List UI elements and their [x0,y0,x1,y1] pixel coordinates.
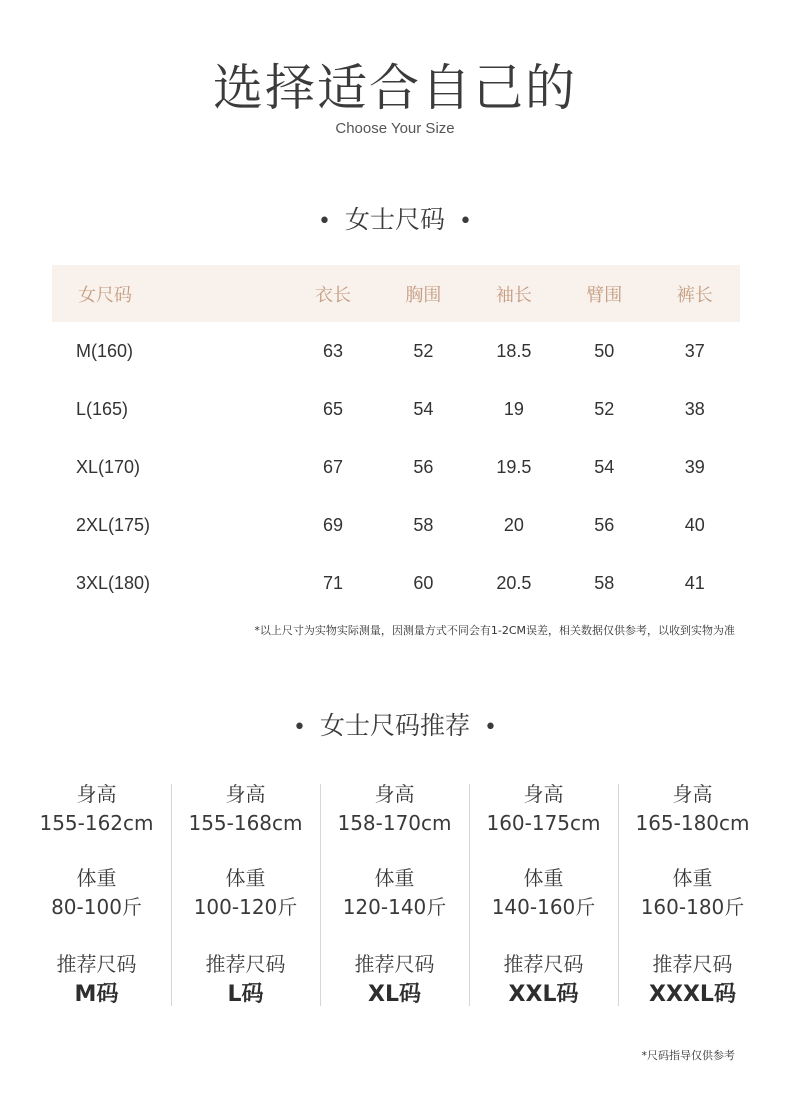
weight-label: 体重 [225,866,266,890]
table-cell: 39 [684,456,705,477]
weight-label: 体重 [374,866,415,890]
height-label: 身高 [76,782,117,806]
bullet-dot: • [484,715,497,740]
height-value: 155-162cm [39,811,154,835]
table-cell: 56 [413,456,434,477]
height-label: 身高 [523,782,564,806]
table-row [52,322,740,380]
weight-value: 80-100斤 [51,895,142,919]
table-cell: 50 [594,340,615,361]
size-label: 推荐尺码 [503,952,584,976]
page-title: 选择适合自己的 [213,59,577,117]
table-cell: 19.5 [496,456,532,477]
table-cell: 37 [684,340,705,361]
weight-value: 160-180斤 [640,895,745,919]
size-recommendation-grid [22,780,767,1005]
weight-label: 体重 [76,866,117,890]
table-cell: 71 [322,572,343,593]
table-cell: 54 [413,398,434,419]
height-value: 160-175cm [486,811,601,835]
header-arm: 臂围 [559,265,649,322]
height-label: 身高 [374,782,415,806]
table-cell: 18.5 [496,340,532,361]
size-value: XXL码 [508,982,579,1007]
page-subtitle: Choose Your Size [335,120,455,137]
weight-value: 120-140斤 [342,895,447,919]
size-value: L码 [227,982,264,1007]
size-label: 推荐尺码 [354,952,435,976]
size-value: M码 [74,982,119,1007]
recommend-column [320,780,469,1005]
header-size: 女尺码 [52,265,288,322]
height-label: 身高 [672,782,713,806]
table-cell: 20.5 [496,572,532,593]
size-value: XL码 [368,982,421,1007]
section-title-recommend [0,706,790,742]
table-cell: 69 [322,514,343,535]
recommend-column [22,780,171,1005]
recommend-column [469,780,618,1005]
table-row [52,438,740,496]
header-sleeve: 袖长 [469,265,559,322]
recommend-note: *尺码指导仅供参考 [641,1049,735,1062]
table-cell: 65 [322,398,343,419]
height-value: 158-170cm [337,811,452,835]
height-value: 165-180cm [635,811,750,835]
table-cell: XL(170) [76,456,141,477]
table-cell: 38 [684,398,705,419]
table-header-row [52,265,740,322]
table-row [52,380,740,438]
table-row [52,496,740,554]
measurement-note: *以上尺寸为实物实际测量，因测量方式不同会有1-2CM误差，相关数据仅供参考，以收到实物为准 [254,624,735,637]
table-cell: 52 [594,398,615,419]
table-cell: L(165) [76,398,129,419]
table-cell: 58 [413,514,434,535]
table-row [52,554,740,612]
table-cell: 63 [322,340,343,361]
table-cell: 58 [594,572,615,593]
table-cell: 19 [503,398,524,419]
section-title-size-chart [0,200,790,236]
table-cell: M(160) [76,340,134,361]
weight-value: 100-120斤 [193,895,298,919]
table-cell: 67 [322,456,343,477]
table-cell: 2XL(175) [76,514,151,535]
height-value: 155-168cm [188,811,303,835]
header-bust: 胸围 [378,265,468,322]
weight-label: 体重 [523,866,564,890]
height-label: 身高 [225,782,266,806]
table-cell: 56 [594,514,615,535]
recommend-column [171,780,320,1005]
weight-label: 体重 [672,866,713,890]
weight-value: 140-160斤 [491,895,596,919]
recommend-column [618,780,767,1005]
table-cell: 41 [684,572,705,593]
size-label: 推荐尺码 [652,952,733,976]
bullet-dot: • [459,209,472,234]
size-label: 推荐尺码 [56,952,137,976]
table-cell: 20 [503,514,524,535]
table-cell: 60 [413,572,434,593]
table-cell: 54 [594,456,615,477]
size-value: XXXL码 [649,982,736,1007]
size-chart-table [52,265,740,612]
size-label: 推荐尺码 [205,952,286,976]
header-pants-length: 裤长 [650,265,740,322]
section-title-text: 女士尺码推荐 [319,711,470,740]
bullet-dot: • [318,209,331,234]
table-cell: 52 [413,340,434,361]
table-cell: 40 [684,514,705,535]
bullet-dot: • [293,715,306,740]
section-title-text: 女士尺码 [344,205,445,234]
table-cell: 3XL(180) [76,572,151,593]
header-length: 衣长 [288,265,378,322]
